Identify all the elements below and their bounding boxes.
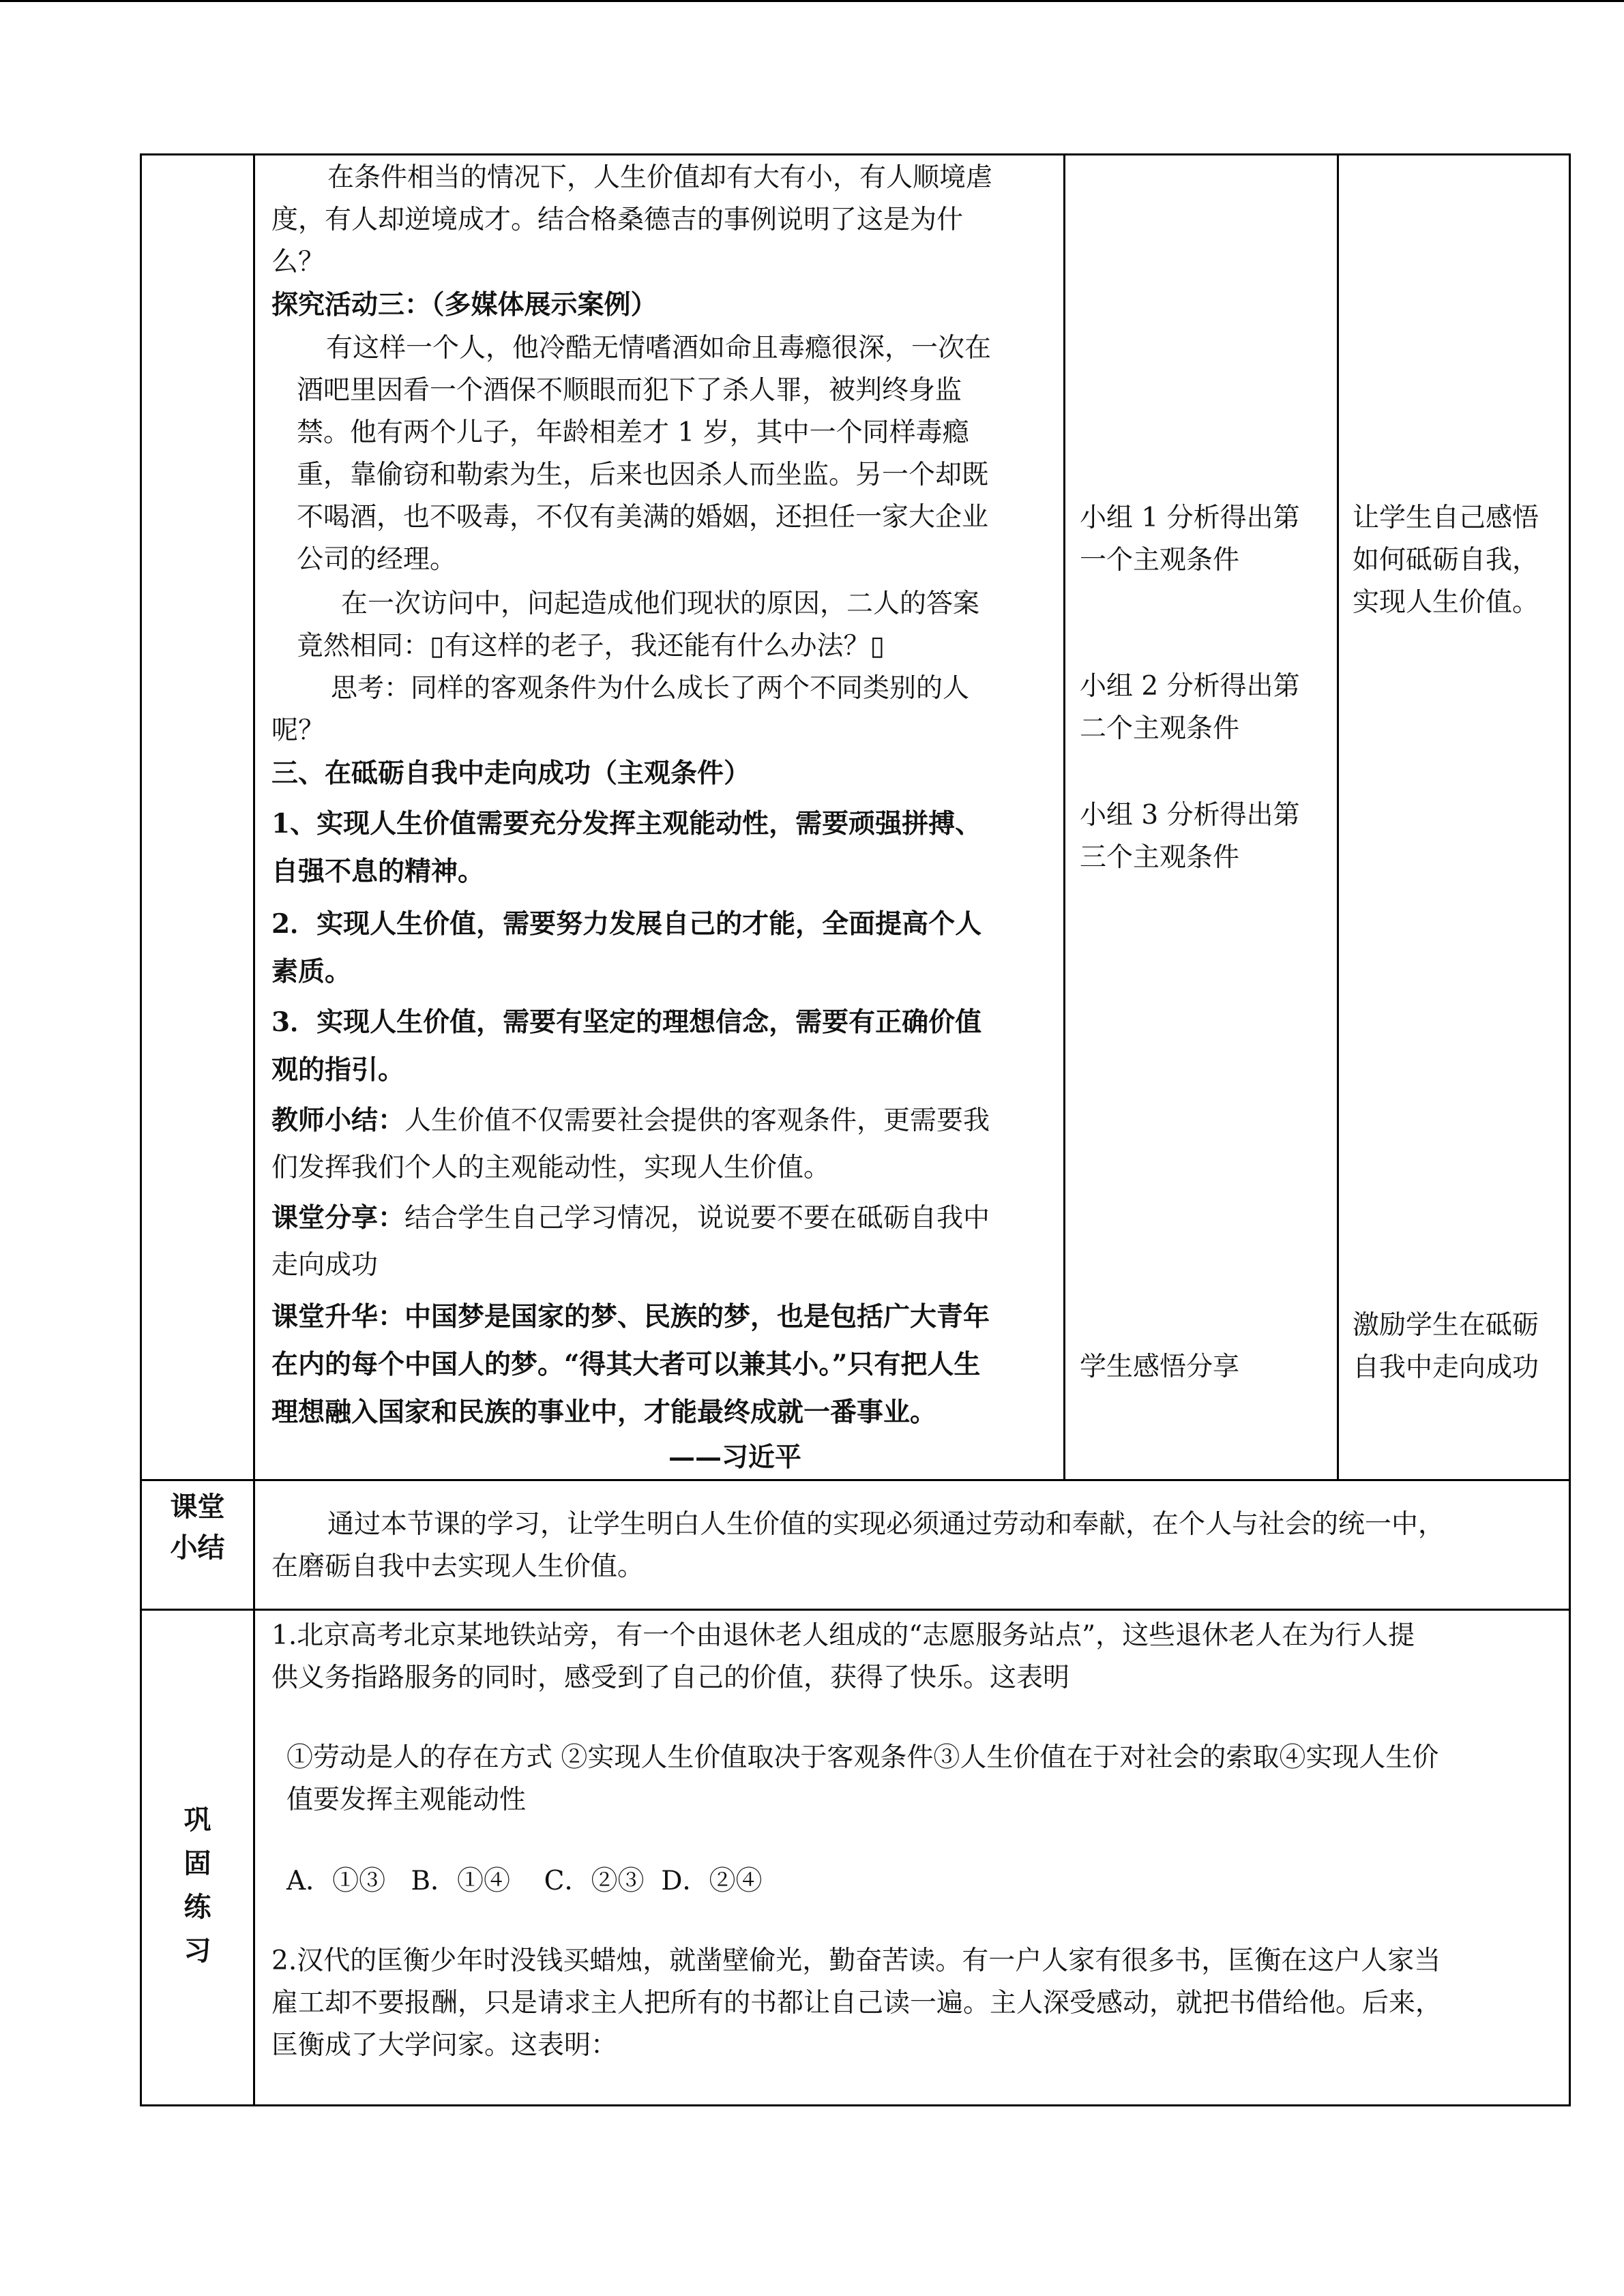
case-line3: 禁。他有两个儿子，年龄相差才 1 岁，其中一个同样毒瘾 bbox=[297, 417, 969, 448]
para1-line2: 度，有人却逆境成才。结合格桑德吉的事例说明了这是为什 bbox=[271, 205, 964, 235]
practice-row-label bbox=[142, 1798, 253, 1973]
point1-line2: 自强不息的精神。 bbox=[271, 856, 485, 887]
practice-label-char1: 巩 bbox=[183, 1804, 211, 1836]
class-share-line1 bbox=[271, 1197, 990, 1240]
summary-label-line1: 课堂 bbox=[170, 1491, 225, 1523]
point1-line1: 1、实现人生价值需要充分发挥主观能动性，需要顽强拼搏、 bbox=[271, 808, 982, 839]
point3-line2: 观的指引。 bbox=[271, 1054, 405, 1086]
group3-line1: 小组 3 分析得出第 bbox=[1080, 800, 1300, 831]
summary-row-label bbox=[142, 1487, 253, 1568]
col-divider-1 bbox=[253, 153, 255, 2106]
sublimation-line3: 理想融入国家和民族的事业中，才能最终成就一番事业。 bbox=[271, 1397, 937, 1428]
row-divider-1 bbox=[140, 1479, 1571, 1481]
case-line4: 重，靠偷窃和勒索为生，后来也因杀人而坐监。另一个却既 bbox=[297, 460, 989, 490]
intent2-line2: 自我中走向成功 bbox=[1353, 1352, 1539, 1383]
group3-line2: 三个主观条件 bbox=[1080, 842, 1240, 873]
q1-line1: 1.北京高考北京某地铁站旁，有一个由退休老人组成的“志愿服务站点”，这些退休老人在为行人提 bbox=[271, 1620, 1415, 1651]
q1-line2: 供义务指路服务的同时，感受到了自己的价值，获得了快乐。这表明 bbox=[271, 1663, 1070, 1693]
think-line2: 呢？ bbox=[271, 715, 325, 746]
class-share-line2: 走向成功 bbox=[271, 1250, 379, 1281]
visit-line2: 竟然相同：▯有这样的老子，我还能有什么办法？▯ bbox=[297, 631, 885, 661]
teacher-summary-line1 bbox=[271, 1099, 990, 1142]
q2-line1: 2.汉代的匡衡少年时没钱买蜡烛，就凿壁偷光，勤奋苦读。有一户人家有很多书，匡衡在这户人家当 bbox=[271, 1945, 1441, 1976]
point2-line1: 2．实现人生价值，需要努力发展自己的才能，全面提高个人 bbox=[271, 908, 982, 940]
practice-label-char2: 固 bbox=[183, 1847, 211, 1879]
case-line5: 不喝酒，也不吸毒，不仅有美满的婚姻，还担任一家大企业 bbox=[297, 502, 989, 533]
point2-line2: 素质。 bbox=[271, 956, 352, 987]
case-line2: 酒吧里因看一个酒保不顺眼而犯下了杀人罪，被判终身监 bbox=[297, 375, 962, 406]
sublimation-line1: 课堂升华：中国梦是国家的梦、民族的梦，也是包括广大青年 bbox=[271, 1301, 990, 1332]
page-top-rule bbox=[0, 0, 1624, 2]
group1-line2: 一个主观条件 bbox=[1080, 545, 1240, 576]
intent1-line3: 实现人生价值。 bbox=[1353, 587, 1539, 618]
intent1-line2: 如何砥砺自我， bbox=[1353, 545, 1539, 576]
para1-line3: 么？ bbox=[271, 247, 325, 278]
group1-line1: 小组 1 分析得出第 bbox=[1080, 503, 1300, 533]
teacher-summary-text: 人生价值不仅需要社会提供的客观条件，更需要我 bbox=[404, 1105, 990, 1136]
q1-options-line2: 值要发挥主观能动性 bbox=[286, 1785, 527, 1815]
point3-line1: 3．实现人生价值，需要有坚定的理想信念，需要有正确价值 bbox=[271, 1007, 982, 1038]
case-line6: 公司的经理。 bbox=[297, 544, 457, 575]
sublimation-author: ——习近平 bbox=[668, 1442, 802, 1473]
class-share-label: 课堂分享： bbox=[271, 1202, 405, 1234]
q1-choices: A．①③ B．①④ C．②③ D．②④ bbox=[286, 1866, 763, 1896]
q1-options-line1: ①劳动是人的存在方式 ②实现人生价值取决于客观条件③人生价值在于对社会的索取④实现人生价 bbox=[286, 1742, 1439, 1773]
sublimation-line2: 在内的每个中国人的梦。“得其大者可以兼其小。”只有把人生 bbox=[271, 1349, 981, 1380]
think-line1: 思考：同样的客观条件为什么成长了两个不同类别的人 bbox=[331, 673, 970, 704]
activity3-title: 探究活动三：（多媒体展示案例） bbox=[271, 289, 658, 320]
col-divider-2 bbox=[1063, 153, 1065, 1480]
col-divider-3 bbox=[1337, 153, 1339, 1480]
visit-line1: 在一次访问中，问起造成他们现状的原因，二人的答案 bbox=[341, 588, 980, 619]
intent2-line1: 激励学生在砥砺 bbox=[1353, 1310, 1539, 1341]
intent1-line1: 让学生自己感悟 bbox=[1353, 503, 1539, 533]
section3-heading: 三、在砥砺自我中走向成功（主观条件） bbox=[271, 758, 751, 789]
class-share-text: 结合学生自己学习情况，说说要不要在砥砺自我中 bbox=[404, 1203, 990, 1234]
q2-line2: 雇工却不要报酬，只是请求主人把所有的书都让自己读一遍。主人深受感动，就把书借给他。后来， bbox=[271, 1988, 1443, 2018]
teacher-summary-line2: 们发挥我们个人的主观能动性，实现人生价值。 bbox=[271, 1152, 831, 1183]
practice-label-char4: 习 bbox=[183, 1935, 211, 1967]
row-divider-2 bbox=[140, 1609, 1571, 1611]
teacher-summary-label: 教师小结： bbox=[271, 1105, 405, 1136]
q2-line3: 匡衡成了大学问家。这表明： bbox=[271, 2030, 618, 2061]
summary-text-line2: 在磨砺自我中去实现人生价值。 bbox=[271, 1551, 645, 1582]
case-line1: 有这样一个人，他冷酷无情嗜酒如命且毒瘾很深，一次在 bbox=[326, 333, 992, 363]
practice-label-char3: 练 bbox=[183, 1891, 211, 1923]
para1-line1: 在条件相当的情况下，人生价值却有大有小，有人顺境虐 bbox=[327, 162, 993, 193]
summary-label-line2: 小结 bbox=[170, 1532, 225, 1564]
group2-line2: 二个主观条件 bbox=[1080, 713, 1240, 744]
group2-line1: 小组 2 分析得出第 bbox=[1080, 671, 1300, 702]
student-share: 学生感悟分享 bbox=[1080, 1352, 1240, 1382]
summary-text-line1: 通过本节课的学习，让学生明白人生价值的实现必须通过劳动和奉献，在个人与社会的统一中， bbox=[327, 1509, 1445, 1540]
